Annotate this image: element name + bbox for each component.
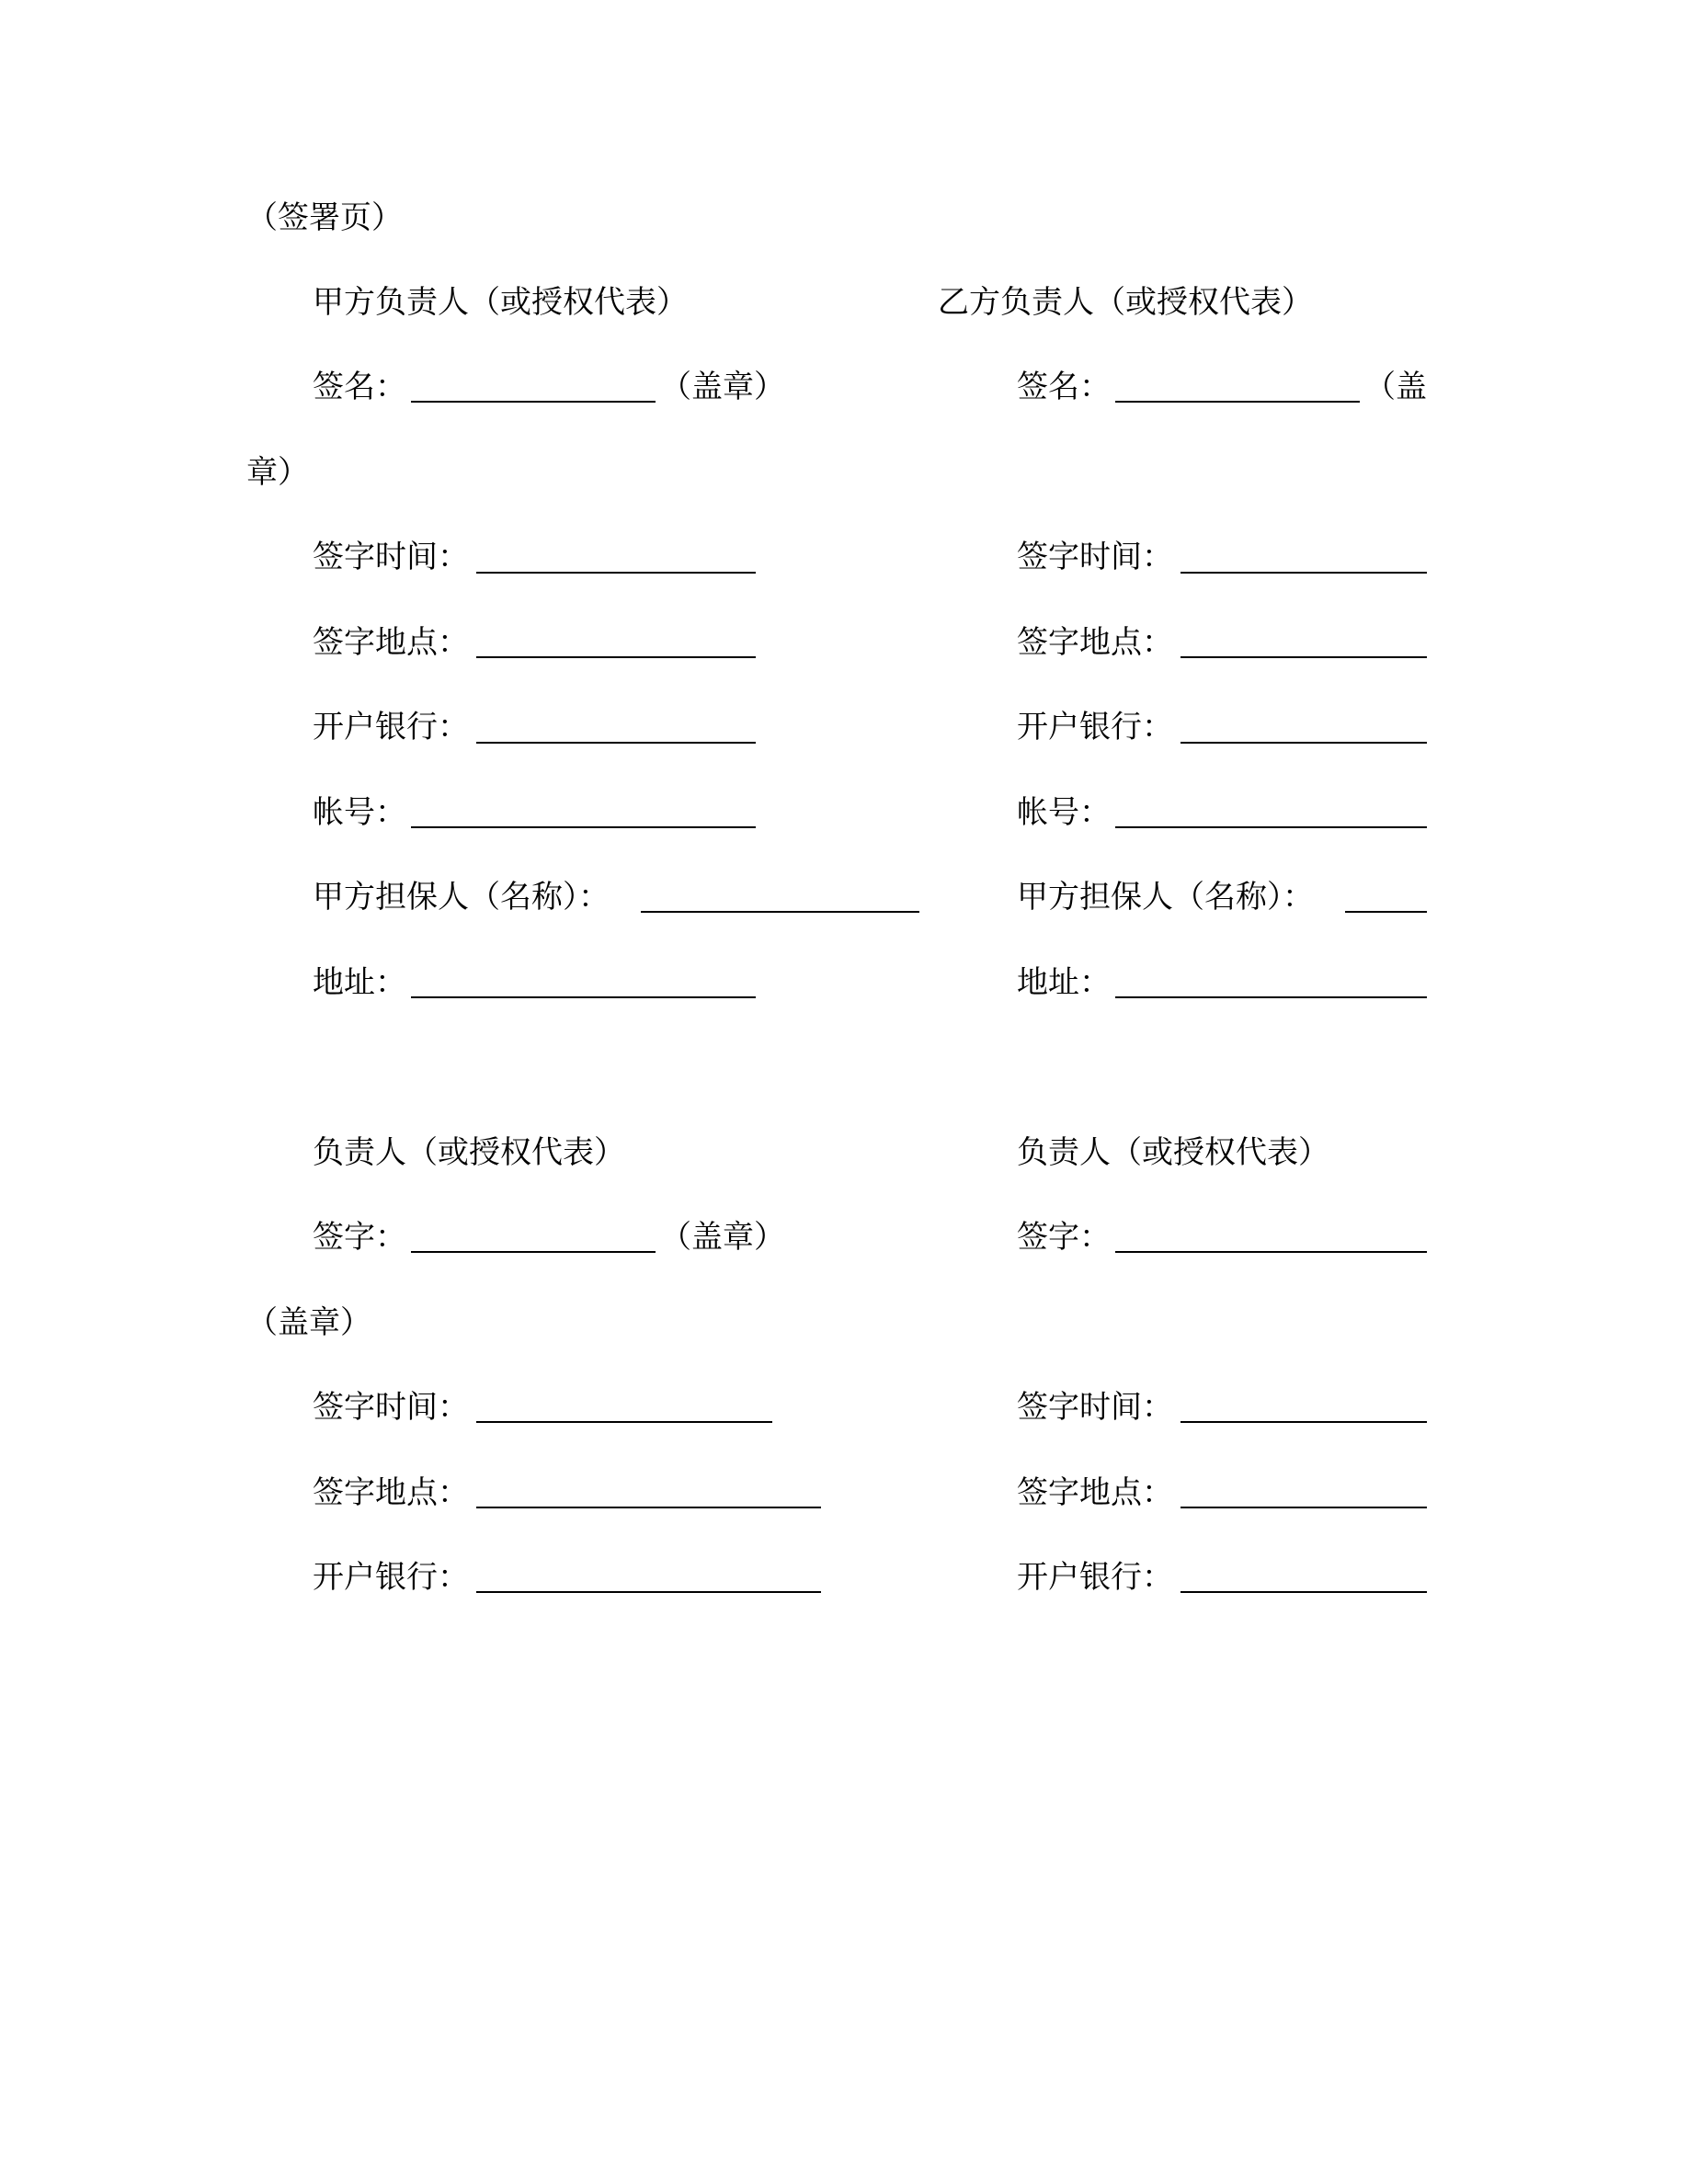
guarantor-a-seal-extra: （盖章）	[246, 1304, 371, 1341]
party-b-sign-label: 签名：	[1017, 369, 1111, 405]
party-b-bank-field[interactable]	[1180, 742, 1427, 744]
party-a-bank-label: 开户银行：	[313, 709, 469, 745]
party-a-guarantor-field[interactable]	[641, 911, 919, 913]
party-a-time-field[interactable]	[476, 572, 756, 574]
party-a-account-label: 帐号：	[313, 794, 406, 831]
party-b-time-label: 签字时间：	[1017, 539, 1173, 575]
guarantor-a-place-label: 签字地点：	[313, 1474, 469, 1511]
party-a-time-label: 签字时间：	[313, 539, 469, 575]
guarantor-a-header: 负责人（或授权代表）	[313, 1134, 625, 1171]
guarantor-b-sign-label: 签字：	[1017, 1219, 1111, 1256]
party-a-sign-label: 签名：	[313, 369, 406, 405]
party-b-place-label: 签字地点：	[1017, 624, 1173, 661]
guarantor-a-time-label: 签字时间：	[313, 1389, 469, 1426]
guarantor-a-place-field[interactable]	[476, 1507, 821, 1508]
guarantor-b-bank-field[interactable]	[1180, 1591, 1427, 1593]
party-a-sign-field[interactable]	[411, 401, 656, 403]
party-b-seal-open: （盖	[1364, 369, 1427, 405]
guarantor-b-time-field[interactable]	[1180, 1421, 1427, 1423]
page-title: （签署页）	[246, 199, 403, 236]
guarantor-b-place-label: 签字地点：	[1017, 1474, 1173, 1511]
guarantor-a-bank-label: 开户银行：	[313, 1559, 469, 1596]
party-a-account-field[interactable]	[411, 826, 756, 828]
party-b-time-field[interactable]	[1180, 572, 1427, 574]
party-a-address-label: 地址：	[313, 964, 406, 1001]
party-a-bank-field[interactable]	[476, 742, 756, 744]
party-a-place-label: 签字地点：	[313, 624, 469, 661]
party-b-address-field[interactable]	[1115, 996, 1427, 998]
party-a-address-field[interactable]	[411, 996, 756, 998]
guarantor-b-time-label: 签字时间：	[1017, 1389, 1173, 1426]
guarantor-b-place-field[interactable]	[1180, 1507, 1427, 1508]
party-b-sign-field[interactable]	[1115, 401, 1360, 403]
party-b-header: 乙方负责人（或授权代表）	[938, 284, 1313, 321]
guarantor-a-sign-field[interactable]	[411, 1251, 656, 1253]
guarantor-b-header: 负责人（或授权代表）	[1017, 1134, 1329, 1171]
guarantor-a-bank-field[interactable]	[476, 1591, 821, 1593]
guarantor-a-sign-label: 签字：	[313, 1219, 406, 1256]
party-b-address-label: 地址：	[1017, 964, 1111, 1001]
party-a-seal-wrap: 章）	[246, 454, 309, 491]
party-a-seal-label: （盖章）	[660, 369, 785, 405]
guarantor-a-seal-label: （盖章）	[660, 1219, 785, 1256]
party-b-account-field[interactable]	[1115, 826, 1427, 828]
guarantor-b-sign-field[interactable]	[1115, 1251, 1427, 1253]
party-b-guarantor-field[interactable]	[1345, 911, 1427, 913]
party-a-header: 甲方负责人（或授权代表）	[313, 284, 688, 321]
party-a-place-field[interactable]	[476, 656, 756, 658]
party-b-guarantor-label: 甲方担保人（名称）：	[1017, 879, 1314, 916]
party-a-guarantor-label: 甲方担保人（名称）：	[313, 879, 610, 916]
party-b-bank-label: 开户银行：	[1017, 709, 1173, 745]
party-b-place-field[interactable]	[1180, 656, 1427, 658]
party-b-account-label: 帐号：	[1017, 794, 1111, 831]
guarantor-b-bank-label: 开户银行：	[1017, 1559, 1173, 1596]
guarantor-a-time-field[interactable]	[476, 1421, 772, 1423]
